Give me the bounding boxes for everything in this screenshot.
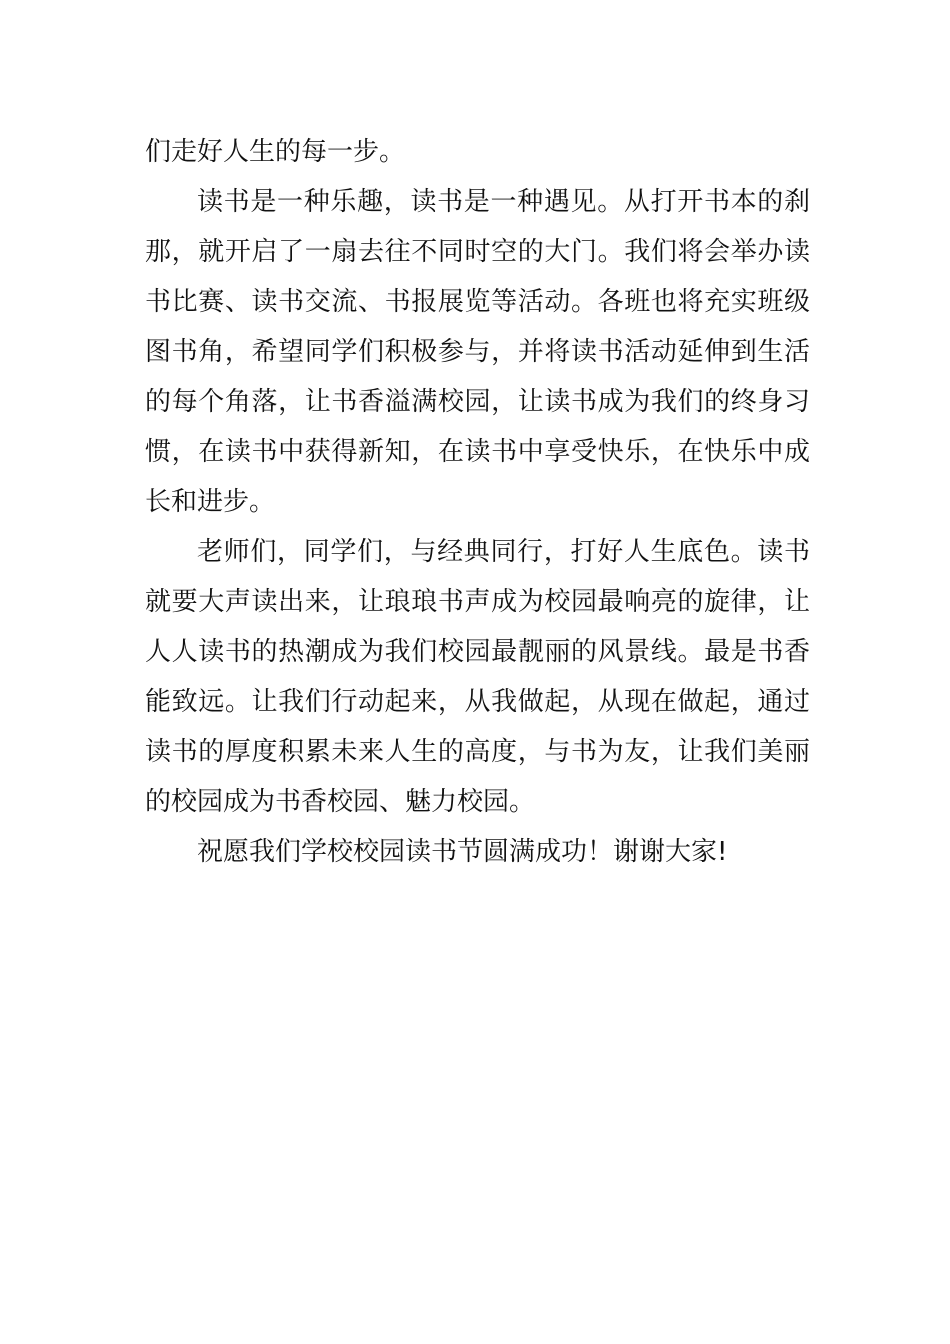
- document-body: [145, 127, 810, 877]
- paragraph-continuation: 们走好人生的每一步。: [145, 137, 406, 167]
- paragraph-closing-wish: 祝愿我们学校校园读书节圆满成功！谢谢大家!: [197, 837, 728, 867]
- paragraph-call-to-action: 老师们，同学们，与经典同行，打好人生底色。读书就要大声读出来，让琅琅书声成为校园最响亮的旋律，让人人读书的热潮成为我们校园最靓丽的风景线。最是书香能致远。让我们行动起来，从我做起，从现在做起，通过读书的厚度积累未来人生的高度，与书为友，让我们美丽的校园成为书香校园、魅力校园。: [145, 537, 810, 817]
- paragraph-reading-activities: 读书是一种乐趣，读书是一种遇见。从打开书本的刹那，就开启了一扇去往不同时空的大门。我们将会举办读书比赛、读书交流、书报展览等活动。各班也将充实班级图书角，希望同学们积极参与，并将读书活动延伸到生活的每个角落，让书香溢满校园，让读书成为我们的终身习惯，在读书中获得新知，在读书中享受快乐，在快乐中成长和进步。: [145, 187, 810, 517]
